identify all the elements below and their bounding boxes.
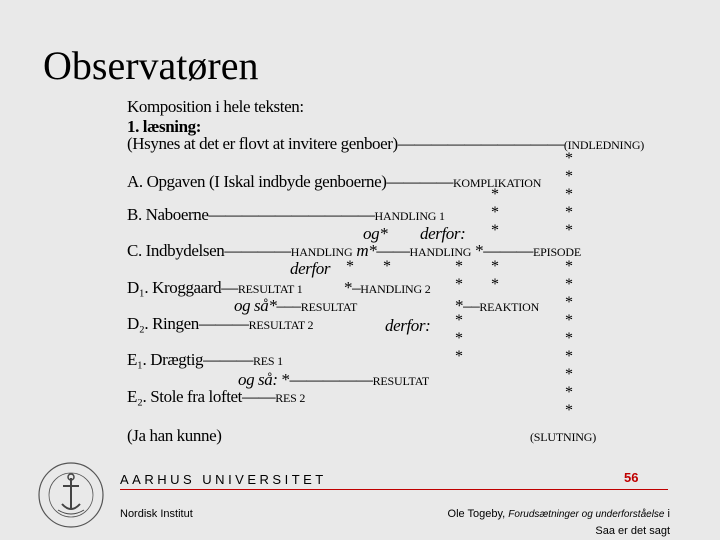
- talk-title-suffix: i: [667, 508, 670, 520]
- og-sa-result: RESULTAT: [300, 300, 358, 314]
- star-mark: *: [565, 366, 573, 383]
- university-seal-logo: [36, 460, 106, 530]
- row-d1-label-2: HANDLING 2: [360, 282, 431, 296]
- star-mark: *: [491, 276, 499, 293]
- reaktion-line: [455, 296, 539, 316]
- star-mark: *: [383, 258, 391, 275]
- star-mark: *: [455, 276, 463, 293]
- star-mark: *: [455, 330, 463, 347]
- row-d1-star: *: [344, 278, 353, 297]
- row-e2-dashes: ——: [242, 387, 276, 406]
- talk-title: Forudsætninger og underforståelse: [508, 509, 665, 520]
- star-mark: *: [565, 276, 573, 293]
- row-d1-dashes-2: –: [352, 278, 361, 297]
- star-mark: *: [565, 222, 573, 239]
- intro-dashes: ——————————: [397, 134, 564, 153]
- derfor-label-3: derfor:: [385, 316, 431, 335]
- row-a-dashes: ————: [386, 172, 453, 191]
- row-c-star: *: [475, 241, 484, 260]
- star-mark: *: [565, 348, 573, 365]
- og-sa-dashes: –––: [276, 296, 301, 315]
- row-c-text: C. Indbydelsen: [127, 241, 225, 260]
- row-b-text: B. Naboerne: [127, 205, 209, 224]
- star-mark: *: [565, 384, 573, 401]
- row-a-label: KOMPLIKATION: [452, 176, 542, 190]
- row-b: [127, 205, 445, 225]
- row-d2-text: D₂. Ringen: [127, 314, 199, 333]
- star-mark: *: [565, 402, 573, 419]
- row-b-label: HANDLING 1: [374, 209, 445, 223]
- row-e1-text: E₁. Drægtig: [127, 350, 204, 369]
- author-name: Ole Togeby,: [447, 508, 506, 520]
- composition-heading: Komposition i hele teksten:: [127, 97, 304, 116]
- reaktion-dashes: ––: [463, 296, 480, 315]
- row-d1-dashes: —: [221, 278, 238, 297]
- row-d1-text: D₁. Kroggaard: [127, 278, 222, 297]
- row-c-label-2: HANDLING: [409, 245, 472, 259]
- star-mark: *: [565, 150, 573, 167]
- star-mark: *: [491, 222, 499, 239]
- row-a-text: A. Opgaven (I Iskal indbyde genboerne): [127, 172, 387, 191]
- star-mark: *: [565, 258, 573, 275]
- row-c-dashes-2: ——: [376, 241, 410, 260]
- slide-title: Observatøren: [43, 43, 259, 88]
- row-d2: [127, 314, 313, 334]
- star-mark: *: [565, 294, 573, 311]
- author-credit: [400, 506, 670, 539]
- row-e2: [127, 387, 305, 407]
- star-mark: *: [346, 258, 354, 275]
- row-c-label-1: HANDLING: [290, 245, 353, 259]
- row-c-dashes-3: ———: [483, 241, 534, 260]
- og-sa-dashes-2: —————: [289, 370, 373, 389]
- og-sa-result-2: RESULTAT: [372, 374, 429, 388]
- composition-subheading: 1. læsning:: [127, 117, 202, 136]
- og-sa-star-2: *: [281, 370, 290, 389]
- star-mark: *: [455, 258, 463, 275]
- university-name: AARHUS UNIVERSITET: [120, 472, 327, 487]
- closing-label: (SLUTNING): [530, 430, 596, 444]
- row-d2-label: RESULTAT 2: [248, 318, 314, 332]
- row-d1: [127, 278, 303, 298]
- star-mark: *: [491, 258, 499, 275]
- og-label-1: og*: [363, 224, 388, 243]
- closing-text: (Ja han kunne): [127, 426, 222, 445]
- footer-divider: [120, 489, 668, 490]
- row-e1-dashes: ———: [203, 350, 253, 369]
- star-mark: *: [565, 204, 573, 221]
- derfor-label-2: derfor: [290, 259, 331, 278]
- star-mark: *: [455, 312, 463, 329]
- row-c-m: m*: [356, 241, 377, 260]
- row-c-dashes: ————: [224, 241, 291, 260]
- row-d2-dashes: ———: [198, 314, 249, 333]
- star-mark: *: [565, 168, 573, 185]
- row-c-label-3: EPISODE: [533, 245, 581, 259]
- row-e1: [127, 350, 283, 370]
- row-e2-text: E₂. Stole fra loftet: [127, 387, 243, 406]
- og-sa-label: og så*: [234, 296, 277, 315]
- star-mark: *: [455, 348, 463, 365]
- row-a: [127, 172, 541, 192]
- intro-text: (Hsynes at det er flovt at invitere genboer): [127, 134, 398, 153]
- star-mark: *: [565, 330, 573, 347]
- reaktion-label: REAKTION: [479, 300, 540, 314]
- row-b-dashes: ——————————: [208, 205, 375, 224]
- star-mark: *: [491, 186, 499, 203]
- intro-label: (INDLEDNING): [563, 138, 645, 152]
- row-e1-label: RES 1: [252, 354, 283, 368]
- og-sa-line: [234, 296, 357, 316]
- page-number: 56: [624, 470, 639, 485]
- reaktion-star: *: [455, 296, 464, 315]
- institute-name: Nordisk Institut: [120, 508, 193, 520]
- star-mark: *: [491, 204, 499, 221]
- star-mark: *: [565, 312, 573, 329]
- talk-title-line2: Saa er det sagt: [595, 525, 670, 537]
- row-d1-label-1: RESULTAT 1: [237, 282, 303, 296]
- derfor-label-1: derfor:: [420, 224, 466, 243]
- row-d1-handling: [344, 278, 431, 298]
- og-sa-label-2: og så:: [238, 370, 278, 389]
- row-e2-label: RES 2: [275, 391, 306, 405]
- star-mark: *: [565, 186, 573, 203]
